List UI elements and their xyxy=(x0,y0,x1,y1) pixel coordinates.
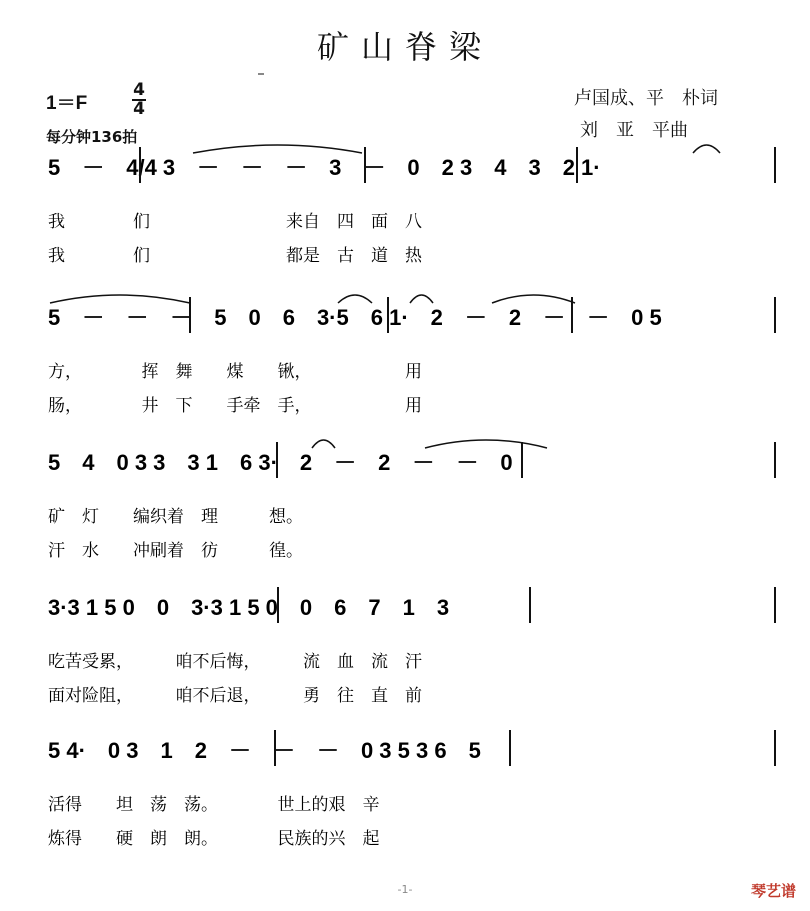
tie-arc xyxy=(312,440,335,448)
tie-arc xyxy=(492,295,575,303)
lyric-line-verse2: 面对险阻， 咱不后退， 勇 往 直 前 xyxy=(48,686,422,706)
tempo-marking: 每分钟136拍 xyxy=(46,128,138,146)
lyric-line-verse2: 汗 水 冲刷着 彷 徨。 xyxy=(48,541,303,561)
song-title: 矿山脊梁 xyxy=(316,28,493,66)
page-number: -1- xyxy=(397,883,413,896)
key-signature: 1＝F xyxy=(46,93,88,114)
notation-row: 5 4 0 3 3 3 1 6 3· 2 － 2 － － 0 xyxy=(48,450,513,475)
lyric-line-verse2: 炼得 硬 朗 朗。 民族的兴 起 xyxy=(48,829,380,849)
tie-arc xyxy=(410,295,433,303)
lyric-line-verse1: 我 们 来自 四 面 八 xyxy=(48,212,422,232)
tie-arc xyxy=(50,295,190,303)
lyric-line-verse1: 吃苦受累， 咱不后悔， 流 血 流 汗 xyxy=(48,652,422,672)
notation-row: 3·3 1 5 0 0 3·3 1 5 0 0 6 7 1 3 xyxy=(48,595,450,620)
tie-arc xyxy=(693,145,720,153)
lyricist-credit: 卢国成、平 朴词 xyxy=(574,88,718,109)
time-signature: 4 4 xyxy=(133,80,145,119)
tie-arc xyxy=(338,295,372,303)
watermark-logo: 琴艺谱 xyxy=(750,882,796,900)
lyric-line-verse2: 我 们 都是 古 道 热 xyxy=(48,246,422,266)
lyric-line-verse1: 矿 灯 编织着 理 想。 xyxy=(48,507,303,527)
notation-row: 5 4· 0 3 1 2 － － － 0 3 5 3 6 5 xyxy=(48,738,481,763)
notation-row: 5 － 4/4 3 － － － 3 － 0 2 3 4 3 2 1· xyxy=(48,155,601,180)
notation-row: 5 － － － 5 0 6 3·5 6 1· 2 － 2 － － 0 5 xyxy=(48,305,662,330)
composer-credit: 刘 亚 平曲 xyxy=(580,120,688,141)
lyric-line-verse1: 活得 坦 荡 荡。 世上的艰 辛 xyxy=(48,795,380,815)
lyric-line-verse2: 肠， 井 下 手牵 手， 用 xyxy=(48,396,422,416)
lyric-line-verse1: 方， 挥 舞 煤 锹， 用 xyxy=(48,362,422,382)
tie-arc xyxy=(425,440,547,448)
tie-arc xyxy=(193,145,362,153)
